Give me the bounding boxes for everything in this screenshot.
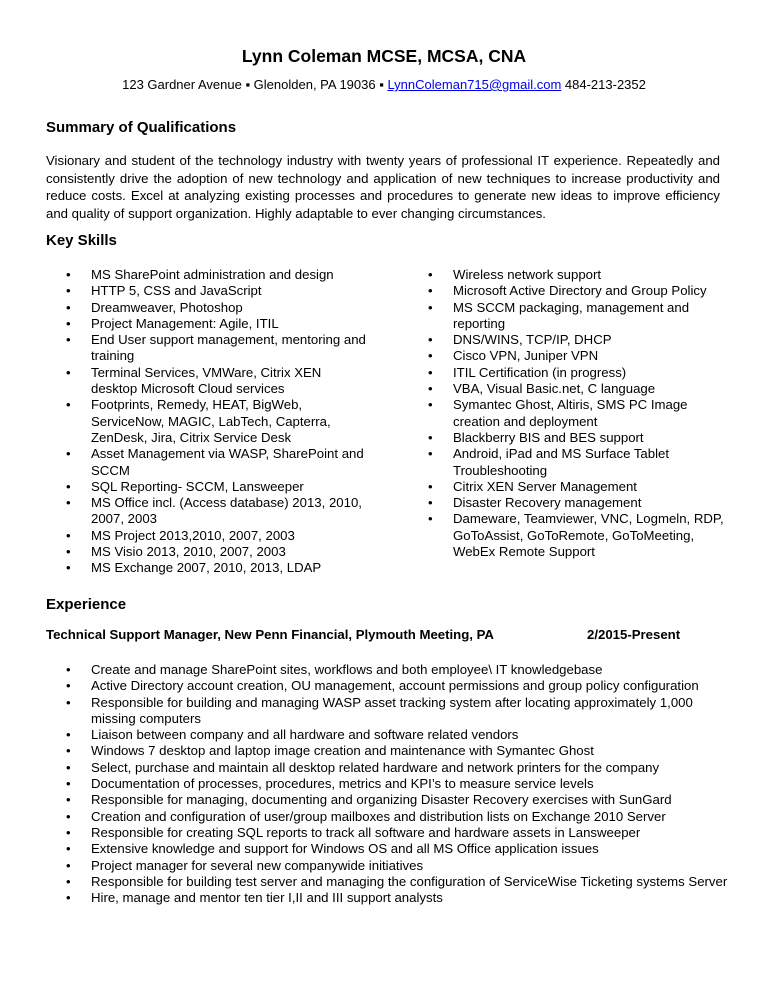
skill-item: • Footprints, Remedy, HEAT, BigWeb, ServiceNow, MAGIC, LabTech, Capterra, ZenDesk, Jira, Citrix Service Desk	[66, 397, 366, 446]
experience-item: • Windows 7 desktop and laptop image creation and maintenance with Symantec Ghost	[66, 743, 728, 759]
skill-item: • MS SCCM packaging, management and reporting	[428, 300, 728, 333]
skill-item: • Dameware, Teamviewer, VNC, Logmeln, RDP, GoToAssist, GoToRemote, GoToMeeting, WebEx Remote Support	[428, 511, 728, 560]
experience-item: • Responsible for creating SQL reports to track all software and hardware assets in Lansweeper	[66, 825, 728, 841]
experience-item: • Responsible for building and managing WASP asset tracking system after locating approximately 1,000 missing computers	[66, 695, 728, 728]
summary-heading: Summary of Qualifications	[46, 119, 237, 136]
experience-item: • Project manager for several new companywide initiatives	[66, 858, 728, 874]
skill-item: • MS SharePoint administration and design	[66, 267, 366, 283]
skill-item: • End User support management, mentoring and training	[66, 332, 366, 365]
address-text: 123 Gardner Avenue ▪ Glenolden, PA 19036 ▪	[122, 77, 388, 92]
skill-item: • Cisco VPN, Juniper VPN	[428, 348, 728, 364]
experience-item: • Create and manage SharePoint sites, workflows and both employee\ IT knowledgebase	[66, 662, 728, 678]
email-link[interactable]: LynnColeman715@gmail.com	[387, 77, 562, 92]
skill-item: • MS Exchange 2007, 2010, 2013, LDAP	[66, 560, 366, 576]
skill-item: • MS Project 2013,2010, 2007, 2003	[66, 528, 366, 544]
contact-line	[0, 77, 768, 92]
job-dates: 2/2015-Present	[587, 627, 681, 642]
experience-heading: Experience	[46, 596, 127, 613]
experience-item: • Hire, manage and mentor ten tier I,II and III support analysts	[66, 890, 728, 906]
skill-item: • VBA, Visual Basic.net, C language	[428, 381, 728, 397]
candidate-name: Lynn Coleman MCSE, MCSA, CNA	[241, 46, 527, 66]
summary-text: Visionary and student of the technology industry with twenty years of professional IT experience. Repeatedly and consistently drive the adoption of new technology and application of new techniques to increase productivity and reduce costs. Excel at analyzing existing processes and procedures to generate new ideas to improve efficiency and quality of support organization. Highly adaptable to ever changing circumstances.	[46, 153, 720, 221]
experience-item: • Documentation of processes, procedures, metrics and KPI’s to measure service levels	[66, 776, 728, 792]
skill-item: • Dreamweaver, Photoshop	[66, 300, 366, 316]
job-header	[46, 627, 726, 642]
skill-item: • Microsoft Active Directory and Group Policy	[428, 283, 728, 299]
skill-item: • MS Visio 2013, 2010, 2007, 2003	[66, 544, 366, 560]
experience-item: • Creation and configuration of user/group mailboxes and distribution lists on Exchange 2010 Server	[66, 809, 728, 825]
experience-item: • Extensive knowledge and support for Windows OS and all MS Office application issues	[66, 841, 728, 857]
job-title: Technical Support Manager, New Penn Financial, Plymouth Meeting, PA	[46, 627, 494, 642]
skill-item: • Asset Management via WASP, SharePoint and SCCM	[66, 446, 366, 479]
skills-right-list	[428, 267, 728, 560]
skill-item: • ITIL Certification (in progress)	[428, 365, 728, 381]
skills-left-list	[66, 267, 366, 577]
skill-item: • HTTP 5, CSS and JavaScript	[66, 283, 366, 299]
skills-heading: Key Skills	[46, 232, 117, 249]
skill-item: • Android, iPad and MS Surface Tablet Troubleshooting	[428, 446, 728, 479]
skill-item: • Citrix XEN Server Management	[428, 479, 728, 495]
phone-text: 484-213-2352	[561, 77, 646, 92]
experience-item: • Select, purchase and maintain all desktop related hardware and network printers for the company	[66, 760, 728, 776]
skill-item: • DNS/WINS, TCP/IP, DHCP	[428, 332, 728, 348]
skill-item: • MS Office incl. (Access database) 2013, 2010, 2007, 2003	[66, 495, 366, 528]
experience-item: • Responsible for building test server and managing the configuration of ServiceWise Ticketing systems Server	[66, 874, 728, 890]
skill-item: • Terminal Services, VMWare, Citrix XEN desktop Microsoft Cloud services	[66, 365, 366, 398]
skill-item: • Project Management: Agile, ITIL	[66, 316, 366, 332]
skill-item: • Disaster Recovery management	[428, 495, 728, 511]
skill-item: • Blackberry BIS and BES support	[428, 430, 728, 446]
experience-bullets	[66, 662, 728, 906]
skill-item: • SQL Reporting- SCCM, Lansweeper	[66, 479, 366, 495]
skill-item: • Wireless network support	[428, 267, 728, 283]
experience-item: • Active Directory account creation, OU management, account permissions and group policy configuration	[66, 678, 728, 694]
experience-item: • Liaison between company and all hardware and software related vendors	[66, 727, 728, 743]
experience-item: • Responsible for managing, documenting and organizing Disaster Recovery exercises with SunGard	[66, 792, 728, 808]
skill-item: • Symantec Ghost, Altiris, SMS PC Image creation and deployment	[428, 397, 728, 430]
